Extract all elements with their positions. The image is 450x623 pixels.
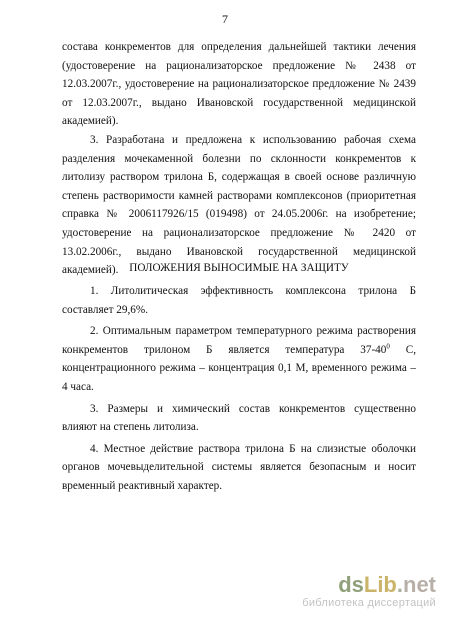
position-2-text-a: 2. Оптимальным параметром температурного режима растворения конкрементов трилоном Б является температура 37-40 (62, 325, 416, 356)
logo-ds: ds (338, 572, 364, 597)
position-2 (62, 322, 416, 396)
paragraph-continuation: состава конкрементов для определения дальнейшей тактики лечения (удостоверение на рационализаторское предложение № 2438 от 12.03.2007г., удостоверение на рационализаторское предложение № 2439 от 12.03.2007г., выдано Ивановской государственной медицинской академией). (62, 41, 416, 128)
logo-net: net (403, 572, 436, 597)
logo-dot: . (396, 572, 403, 597)
position-1: 1. Литолитическая эффективность комплексона трилона Б составляет 29,6%. (62, 285, 416, 316)
watermark-subtitle: библиотека диссертаций (302, 597, 436, 609)
degree-superscript: 0 (386, 342, 390, 351)
dslib-watermark (302, 573, 436, 609)
dslib-logo (302, 573, 436, 597)
body-text-top (62, 38, 416, 280)
paragraph-item-3: 3. Разработана и предложена к использованию рабочая схема разделения мочекаменной болезни по склонности конкрементов к литолизу раствором трилона Б, содержащая в своей основе различную степень растворимости камней растворами комплексонов (приоритетная справка № 2006117926/15 (019498) от 24.05.2006г. на изобретение; удостоверение на рационализаторское предложение № 2420 от 13.02.2006г., выдано Ивановской государственной медицинской академией). (62, 133, 416, 277)
logo-lib: Lib (363, 572, 397, 597)
page-number: 7 (222, 12, 228, 26)
defense-positions (62, 282, 416, 496)
position-2-text-b: С, концентрационного режима – концентрация 0,1 М, временного режима – 4 часа. (62, 343, 416, 393)
section-heading: ПОЛОЖЕНИЯ ВЫНОСИМЫЕ НА ЗАЩИТУ (129, 262, 349, 274)
position-3: 3. Размеры и химический состав конкрементов существенно влияют на степень литолиза. (62, 402, 416, 434)
position-4: 4. Местное действие раствора трилона Б на слизистые оболочки органов мочевыделительной системы является безопасным и носит временный реактивный характер. (62, 442, 416, 492)
